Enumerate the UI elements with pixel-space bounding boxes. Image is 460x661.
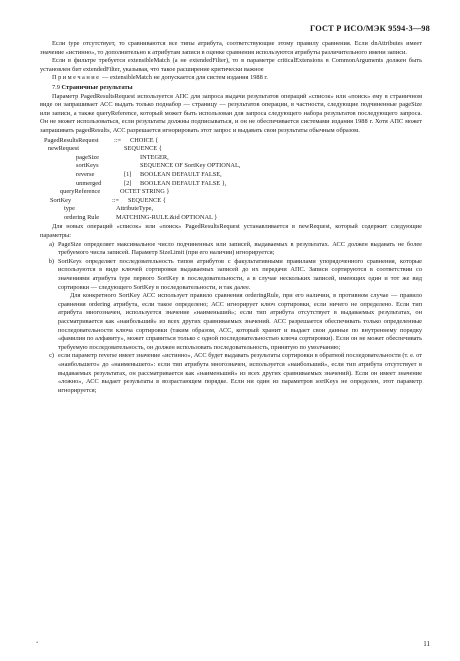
asn-type: BOOLEAN DEFAULT FALSE }, [140,179,227,187]
list-item [40,241,422,258]
note-label: Примечание [52,74,101,82]
paragraph: Для новых операций «список» или «поиск» PagedResultsRequest устанавливается в newRequest, который содержит следующие параметры: [40,223,422,240]
asn-tag [124,154,140,163]
list-item-marker: a) [49,240,54,248]
asn-field-name: pageSize [76,153,99,161]
asn-field-name: queryReference [60,188,101,196]
note [40,74,422,83]
asn-type: INTEGER, [140,153,169,161]
list-item [40,292,422,352]
asn-assign: ::= [112,196,120,204]
asn-field-name: unmerged [76,179,102,187]
list-item-text: если параметр reverse имеет значение «истинно», АСС будет выдавать результаты сортировки в обратной последовательности (т. е. от «наибольшего» до «наименьшего»: если тип атрибута многозначен, используется «наибольший», если тип атрибута отсутствует в выдаваемых результатах, он рассматривается как «наименьший» из всех других сравниваемых значений). Если он имеет значение «ложно», АСС выдает результаты в возрастающем порядке. Если ни один из параметров sortKeys не определен, этот параметр игнорируется; [58,352,422,394]
asn-tag: [2] [124,179,132,187]
asn-line [40,137,422,146]
section-number: 7.9 [52,83,60,91]
page-number: 11 [423,640,430,648]
asn-line [40,171,422,180]
asn-field-name: reverse [76,170,95,178]
asn-line [40,205,422,214]
note-text: — extensibleMatch не допускается для систем издания 1988 г. [100,74,268,82]
asn-field-name: PagedResultsRequest [44,136,99,144]
asn-type: CHOICE { [130,136,159,144]
section-heading [40,84,422,93]
asn-line [40,214,422,223]
asn-line [40,154,422,163]
paragraph: Если в фильтре требуется extensibleMatch (а не extendedFilter), то в параметре criticalExtensions в CommonArguments должен быть установлен бит extendedFilter, указывая, что такое расширение критически важное [40,57,422,73]
asn-field-name: sortKeys [76,162,99,170]
asn-type: AttributeType, [116,205,154,213]
asn-type: MATCHING-RULE.&id OPTIONAL } [116,213,218,221]
list-item-text: Для конкретного SortKey АСС использует правило сравнения orderingRule, при его наличии, в противном случае — правило сравнения ordering атрибута, если такое определено; АСС игнорирует ключ сортировки, если ничего не определено. Если тип атрибута многозначен, используется значение «наименьший»; если тип атрибута отсутствует в выдаваемых результатах, он рассматривается как «наибольший» из всех других сравниваемых значений. АСС разрешается обеспечивать только определенные последовательности ключа сортировки (таким образом, АСС, который хранит и выдает свои данные по внутреннему порядку «фамилия по алфавиту», может справиться только с одной последовательностью ключа сортировки). Если он не может обеспечивать требуемую последовательность, он должен использовать последовательность, принятую по умолчанию; [58,292,422,351]
paragraph: Параметр PagedResultsRequest используется АПС для запроса выдачи результатов операций «список» или «поиск» ему в страничном виде он запрашивает АСС выдать только поднабор — страницу — результатов операции, в частности, следующие подчиненные pageSize или записи, а также queryReference, который может быть использован для запроса следующего набора результатов последующего запроса. Он не может использоваться, если результаты должны подписываться, и он не обеспечивается системами издания 1988 г. Хотя АПС может запрашивать pagedResults, АСС разрешается игнорировать этот запрос и выдавать свои результаты обычным образом. [40,92,422,134]
asn-type: OCTET STRING } [120,188,170,196]
asn-tag: [1] [124,170,132,178]
asn-type: SEQUENCE { [128,196,166,204]
asn-assign: ::= [114,136,122,144]
list-item [40,352,422,395]
list-item-marker: b) [48,257,54,265]
asn-line [40,180,422,189]
asn-type: BOOLEAN DEFAULT FALSE, [140,170,222,178]
asn-type: SEQUENCE OF SortKey OPTIONAL, [140,162,241,170]
parameter-list [40,241,422,396]
list-item [40,258,422,292]
list-item-marker: с) [49,352,54,360]
list-item-marker [40,292,58,352]
asn-line [40,197,422,206]
asn-definition [40,137,422,223]
asn-field-name: ordering Rule [64,213,100,221]
asn-field-name: newRequest [48,145,80,153]
asn-field-name: type [64,205,75,213]
asn-field-name: SortKey [50,196,72,204]
asn-line [40,145,422,154]
asn-line [40,188,422,197]
asn-type: SEQUENCE { [124,145,162,153]
paragraph: Если type отсутствует, то сравниваются все типы атрибута, соответствующие этому правилу сравнения. Если dnAttributes имеет значение «истинно», то дополнительно к атрибутам записи в оценке сравнения используются атрибуты различительного имени записи. [40,40,422,56]
list-item-text: SortKeys определяет последовательность типов атрибутов с факультативными правилами упорядоченного сравнения, которые используются в виде ключей сортировки выдаваемых записей до их передачи АПС. Записи сортируются в соответствии со значениями атрибута type первого SortKey в последовательности, а в случае нескольких записей, имеющих один и тот же вид сортировки — следующего SortKey в последовательности, и так далее. [58,257,422,291]
asn-tag [124,162,140,171]
list-item-text: PageSize определяет максимальное число подчиненных или записей, выдаваемых в результатах. АСС должен выдавать не более требуемого числа записей. Параметр SizeLimit (при его наличии) игнорируется; [58,240,422,257]
page-header: ГОСТ Р ИСО/МЭК 9594-3—98 [309,24,430,33]
footer-mark: ʻ [36,640,39,648]
section-title: Страничные результаты [61,83,133,91]
asn-line [40,162,422,171]
page-body [40,40,422,395]
